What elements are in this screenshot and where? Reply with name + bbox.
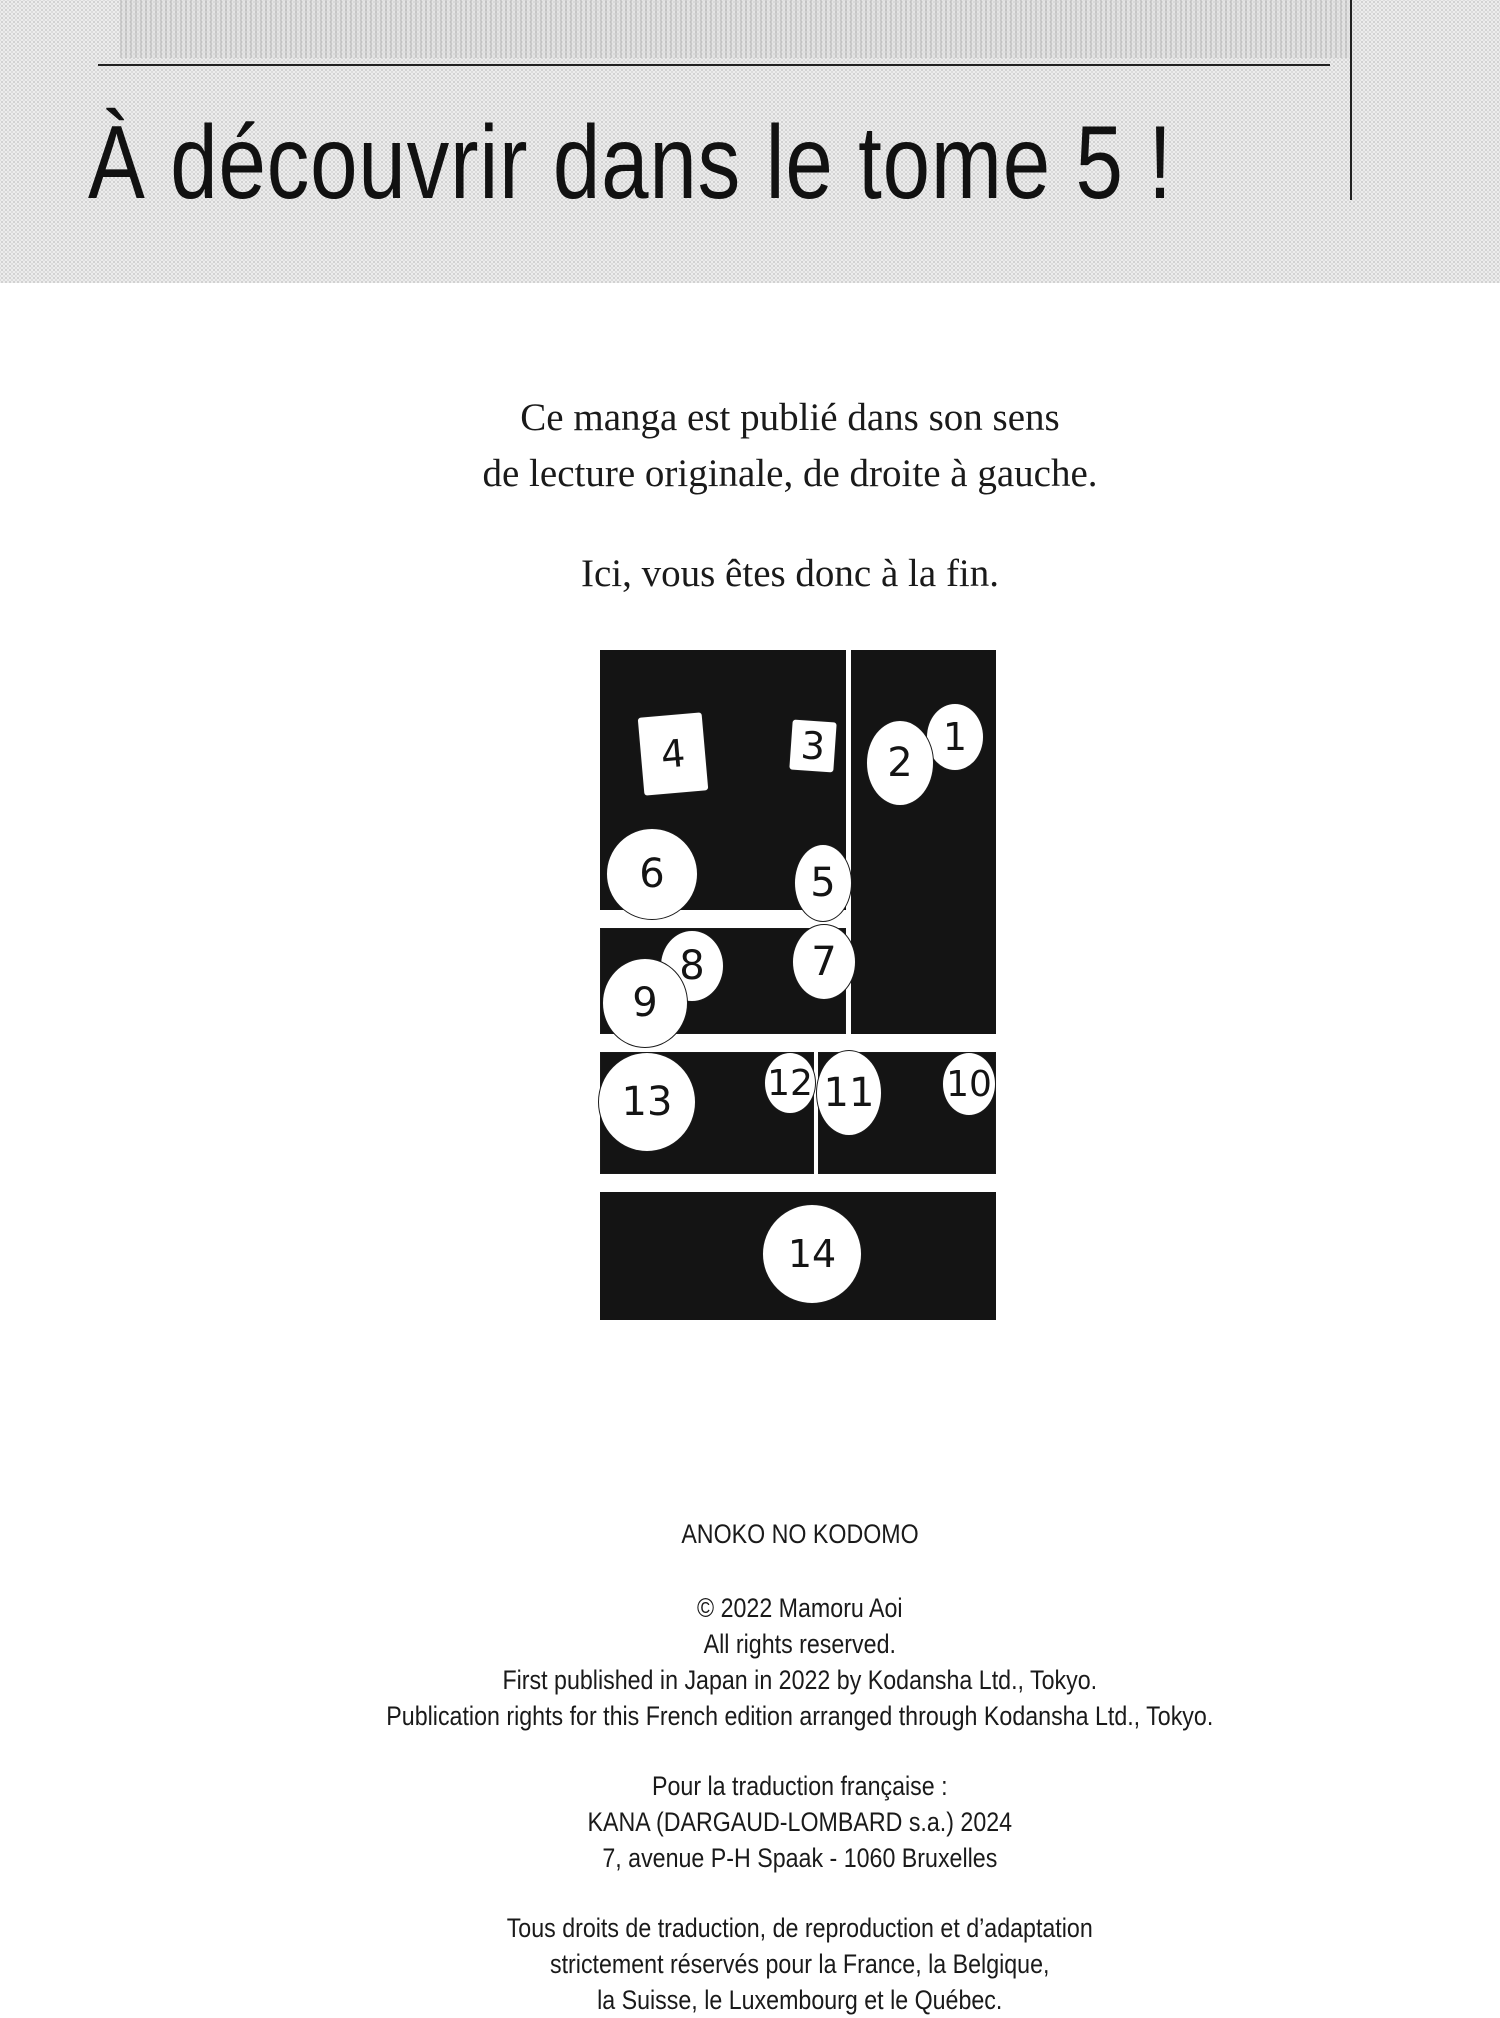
- banner-right-rule: [1350, 0, 1352, 200]
- reading-order-marker-3: 3: [788, 718, 838, 773]
- banner-title: À découvrir dans le tome 5 !: [88, 105, 1173, 221]
- reading-order-marker-5: 5: [794, 844, 852, 922]
- credits-line: Tous droits de traduction, de reproduction et d’adaptation: [506, 1913, 1094, 1943]
- credits-line: KANA (DARGAUD-LOMBARD s.a.) 2024: [587, 1807, 1013, 1837]
- credits-line: la Suisse, le Luxembourg et le Québec.: [597, 1985, 1003, 2015]
- reading-order-marker-11: 11: [816, 1050, 882, 1136]
- reading-order-marker-9: 9: [602, 958, 688, 1048]
- reading-order-marker-14: 14: [762, 1204, 862, 1304]
- banner-texture-band: [120, 0, 1350, 58]
- reading-order-marker-8: 8: [660, 930, 724, 1002]
- credits-series-title: [250, 1516, 1350, 1552]
- credits-translation-block: [250, 1768, 1350, 1876]
- reading-order-marker-6: 6: [606, 828, 698, 920]
- reading-order-marker-12: 12: [764, 1052, 816, 1114]
- credits-line: Publication rights for this French edition arranged through Kodansha Ltd., Tokyo.: [386, 1701, 1214, 1731]
- notice-line: Ce manga est publié dans son sens: [520, 396, 1060, 439]
- reading-order-marker-4: 4: [637, 711, 710, 796]
- header-banner: [0, 0, 1500, 283]
- notice-end-line: Ici, vous êtes donc à la fin.: [580, 552, 1000, 595]
- reading-order-marker-13: 13: [598, 1052, 696, 1152]
- credits-line: strictement réservés pour la France, la Belgique,: [550, 1949, 1050, 1979]
- notice-line: de lecture originale, de droite à gauche.: [482, 452, 1098, 495]
- reading-direction-notice: [350, 390, 1230, 502]
- reading-order-marker-10: 10: [942, 1052, 996, 1116]
- reading-order-diagram: [600, 650, 996, 1320]
- credits-copyright-block: [250, 1590, 1350, 1734]
- credits-rights-block: [250, 1910, 1350, 2018]
- credits-line: 7, avenue P-H Spaak - 1060 Bruxelles: [602, 1843, 998, 1873]
- reading-order-marker-7: 7: [792, 924, 856, 1000]
- credits-line: All rights reserved.: [703, 1629, 897, 1659]
- reading-order-marker-1: 1: [926, 703, 984, 771]
- banner-top-rule: [98, 64, 1330, 66]
- credits-line: ANOKO NO KODOMO: [681, 1519, 919, 1549]
- credits-line: First published in Japan in 2022 by Kodansha Ltd., Tokyo.: [502, 1665, 1098, 1695]
- end-of-book-notice: [350, 546, 1230, 602]
- panel-tall-right: [851, 650, 996, 1034]
- credits-line: © 2022 Mamoru Aoi: [697, 1593, 903, 1623]
- credits-line: Pour la traduction française :: [652, 1771, 948, 1801]
- reading-order-marker-2: 2: [866, 720, 934, 806]
